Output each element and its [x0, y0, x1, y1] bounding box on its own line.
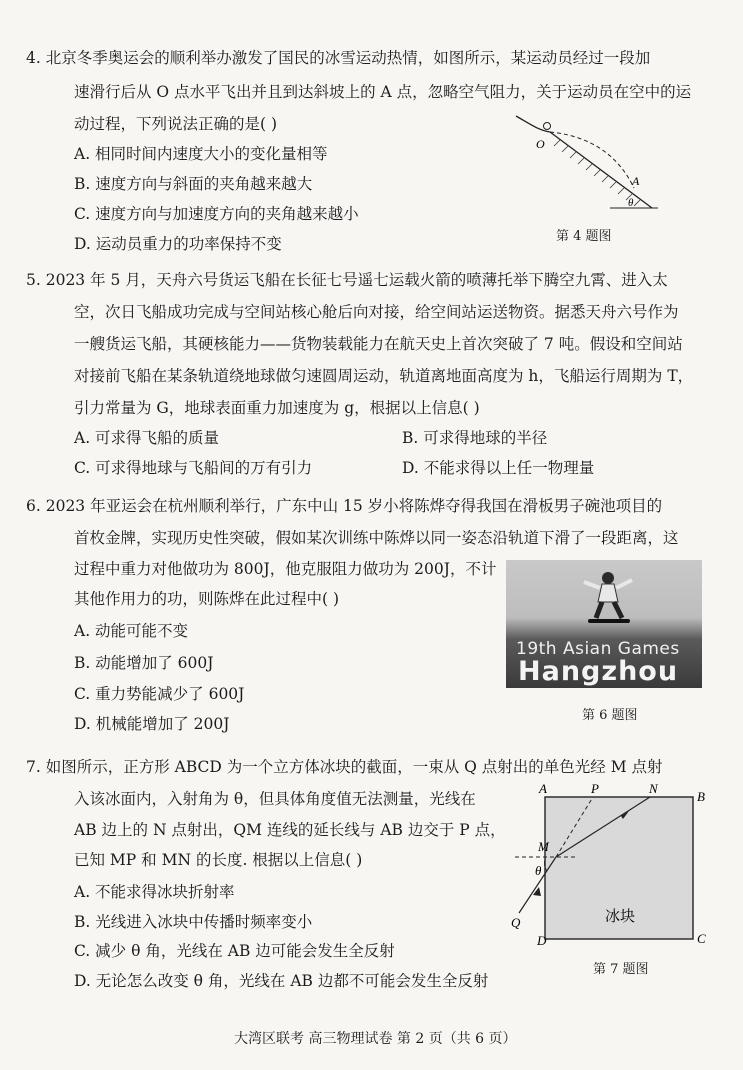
- ramp-curve: [516, 116, 550, 132]
- q7-option-d: D. 无论怎么改变 θ 角，光线在 AB 边都不可能会发生全反射: [74, 972, 489, 990]
- q5-option-a: A. 可求得飞船的质量: [74, 429, 220, 447]
- q6-skateboard-photo: [506, 560, 702, 688]
- q7-label-c: C: [697, 931, 706, 946]
- q6-option-b: B. 动能增加了 600J: [74, 654, 214, 672]
- q7-stem-line-4: 已知 MP 和 MN 的长度. 根据以上信息( ): [74, 851, 363, 869]
- q7-label-a: A: [539, 783, 547, 796]
- q7-label-ice: 冰块: [605, 907, 636, 925]
- q5-stem-line-5: 引力常量为 G，地球表面重力加速度为 g，根据以上信息( ): [74, 399, 480, 417]
- q5-stem-line-1: 5. 2023 年 5 月，天舟六号货运飞船在长征七号遥七运载火箭的喷薄托举下腾空九霄、进入太: [26, 271, 668, 289]
- q6-stem-line-1: 6. 2023 年亚运会在杭州顺利举行，广东中山 15 岁小将陈烨夺得我国在滑板男子碗池项目的: [26, 497, 663, 515]
- q7-label-q: Q: [511, 915, 521, 930]
- q5-stem-line-4: 对接前飞船在某条轨道绕地球做匀速圆周运动，轨道离地面高度为 h，飞船运行周期为 T，: [74, 367, 694, 385]
- q7-stem-line-1: 7. 如图所示，正方形 ABCD 为一个立方体冰块的截面，一束从 Q 点射出的单色光经 M 点射: [26, 758, 663, 776]
- q4-label-a: A: [632, 174, 640, 188]
- q7-label-d: D: [537, 933, 547, 948]
- q6-stem-line-4: 其他作用力的功，则陈烨在此过程中( ): [74, 590, 340, 608]
- q7-label-theta: θ: [535, 863, 542, 878]
- q4-stem-line-2: 速滑行后从 O 点水平飞出并且到达斜坡上的 A 点，忽略空气阻力，关于运动员在空中的运: [74, 83, 692, 101]
- q4-label-theta: θ: [628, 197, 634, 209]
- q7-label-p: P: [591, 783, 599, 796]
- q4-stem-line-1: 4. 北京冬季奥运会的顺利举办激发了国民的冰雪运动热情，如图所示，某运动员经过一段加: [26, 49, 651, 67]
- q4-option-b: B. 速度方向与斜面的夹角越来越大: [74, 175, 313, 193]
- q5-stem-line-3: 一艘货运飞船，其硬核能力——货物装载能力在航天史上首次突破了 7 吨。假设和空间站: [74, 335, 683, 353]
- q7-option-a: A. 不能求得冰块折射率: [74, 883, 235, 901]
- q6-option-c: C. 重力势能减少了 600J: [74, 685, 245, 703]
- page-footer: 大湾区联考 高三物理试卷 第 2 页（共 6 页）: [234, 1031, 517, 1047]
- skier-icon: [544, 123, 551, 130]
- q7-label-n: N: [649, 783, 658, 796]
- arrow-icon: [533, 887, 541, 896]
- q7-stem-line-3: AB 边上的 N 点射出，QM 连线的延长线与 AB 边交于 P 点，: [74, 821, 506, 839]
- q7-label-b: B: [697, 789, 705, 804]
- q4-option-a: A. 相同时间内速度大小的变化量相等: [74, 145, 328, 163]
- q7-option-b: B. 光线进入冰块中传播时频率变小: [74, 913, 313, 931]
- trajectory-path: [550, 132, 634, 188]
- q4-slope-figure: [510, 110, 670, 220]
- q4-option-c: C. 速度方向与加速度方向的夹角越来越小: [74, 205, 359, 223]
- q7-label-m: M: [538, 839, 549, 854]
- q4-figure-caption: 第 4 题图: [556, 229, 612, 244]
- q6-option-d: D. 机械能增加了 200J: [74, 715, 230, 733]
- q6-banner-line-1: 19th Asian Games: [516, 639, 680, 659]
- q7-figure-caption: 第 7 题图: [593, 962, 649, 977]
- q6-stem-line-2: 首枚金牌，实现历史性突破，假如某次训练中陈烨以同一姿态沿轨道下滑了一段距离，这: [74, 529, 679, 547]
- q6-stem-line-3: 过程中重力对他做功为 800J，他克服阻力做功为 200J，不计: [74, 560, 497, 578]
- q6-banner-line-2: Hangzhou: [518, 656, 679, 687]
- skater-silhouette: [578, 568, 638, 630]
- q7-option-c: C. 减少 θ 角，光线在 AB 边可能会发生全反射: [74, 942, 395, 960]
- q6-option-a: A. 动能可能不变: [74, 622, 189, 640]
- q4-stem-line-3: 动过程，下列说法正确的是( ): [74, 115, 278, 133]
- q4-label-o: O: [536, 137, 545, 151]
- q5-stem-line-2: 空，次日飞船成功完成与空间站核心舱后向对接，给空间站运送物资。据悉天舟六号作为: [74, 303, 679, 321]
- q5-option-c: C. 可求得地球与飞船间的万有引力: [74, 459, 313, 477]
- q7-stem-line-2: 入该冰面内，入射角为 θ，但具体角度值无法测量，光线在: [74, 790, 476, 808]
- q5-option-d: D. 不能求得以上任一物理量: [402, 459, 595, 477]
- q5-option-b: B. 可求得地球的半径: [402, 429, 548, 447]
- slope-line: [550, 132, 652, 208]
- q4-option-d: D. 运动员重力的功率保持不变: [74, 235, 282, 253]
- q7-ice-block-figure: [505, 783, 725, 953]
- q6-figure-caption: 第 6 题图: [582, 708, 638, 723]
